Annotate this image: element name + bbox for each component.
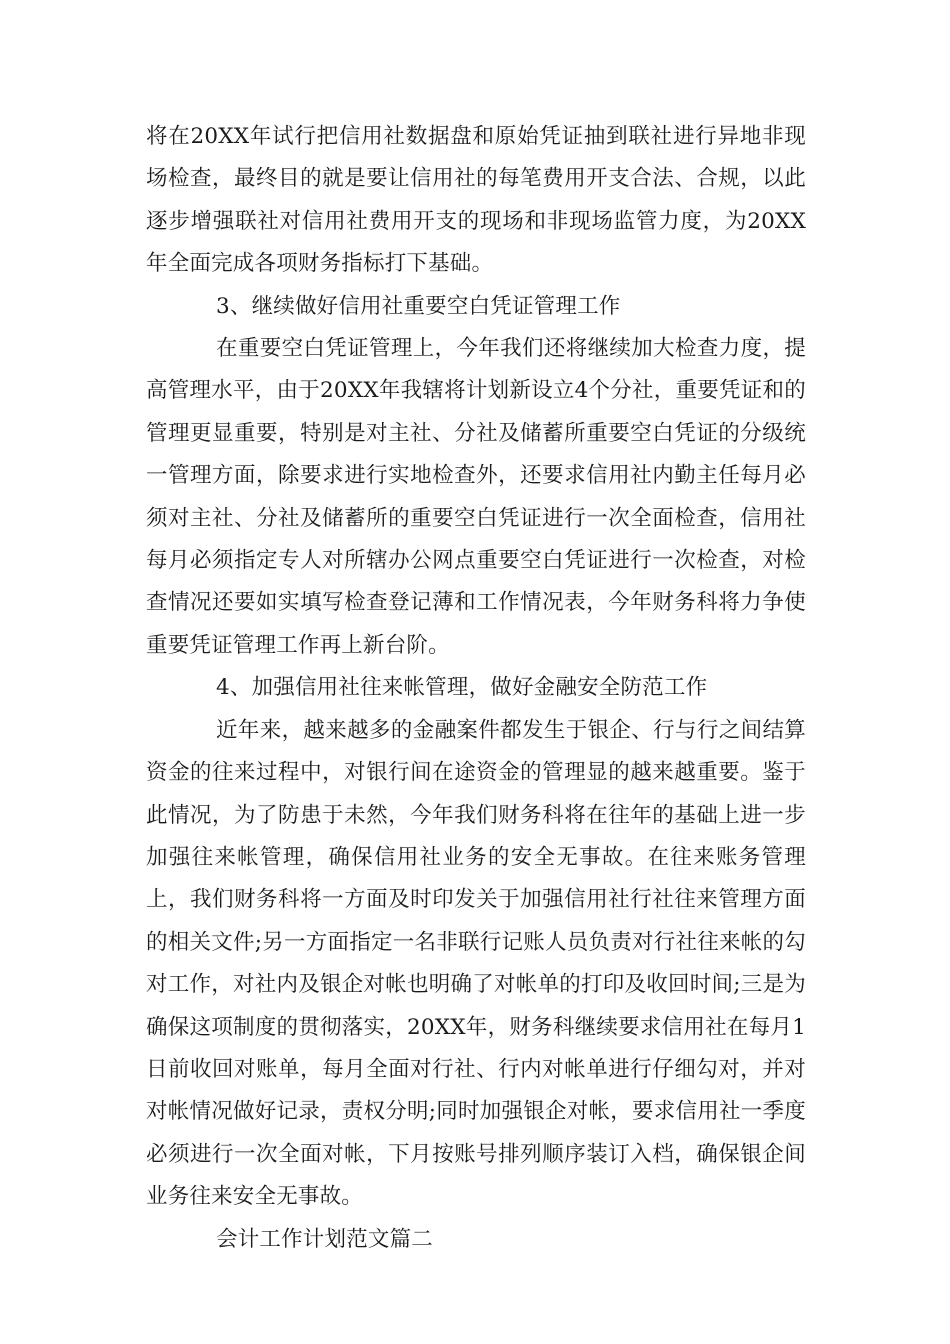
- section-heading-3: 3、继续做好信用社重要空白凭证管理工作: [216, 293, 621, 319]
- paragraph: 将在20XX年试行把信用社数据盘和原始凭证抽到联社进行异地非现场检查，最终目的就是要让信用社的每笔费用开支合法、合规，以此逐步增强联社对信用社费用开支的现场和非现场监管力度，为20XX年全面完成各项财务指标打下基础。: [146, 124, 806, 277]
- article-title: 会计工作计划范文篇二: [216, 1226, 434, 1252]
- document-body: [146, 116, 806, 1261]
- paragraph: 在重要空白凭证管理上，今年我们还将继续加大检查力度，提高管理水平，由于20XX年我辖将计划新设立4个分社，重要凭证和的管理更显重要，特别是对主社、分社及储蓄所重要空白凭证的分级统一管理方面，除要求进行实地检查外，还要求信用社内勤主任每月必须对主社、分社及储蓄所的重要空白凭证进行一次全面检查，信用社每月必须指定专人对所辖办公网点重要空白凭证进行一次检查，对检查情况还要如实填写检查登记薄和工作情况表，今年财务科将力争使重要凭证管理工作再上新台阶。: [146, 336, 806, 658]
- section-heading-4: 4、加强信用社往来帐管理，做好金融安全防范工作: [216, 675, 708, 701]
- paragraph: 近年来，越来越多的金融案件都发生于银企、行与行之间结算资金的往来过程中，对银行间在途资金的管理显的越来越重要。鉴于此情况，为了防患于未然，今年我们财务科将在往年的基础上进一步加强往来帐管理，确保信用社业务的安全无事故。在往来账务管理上，我们财务科将一方面及时印发关于加强信用社行社往来管理方面的相关文件;另一方面指定一名非联行记账人员负责对行社往来帐的勾对工作，对社内及银企对帐也明确了对帐单的打印及收回时间;三是为确保这项制度的贯彻落实，20XX年，财务科继续要求信用社在每月1日前收回对账单，每月全面对行社、行内对帐单进行仔细勾对，并对对帐情况做好记录，责权分明;同时加强银企对帐，要求信用社一季度必须进行一次全面对帐，下月按账号排列顺序装订入档，确保银企间业务往来安全无事故。: [146, 717, 806, 1210]
